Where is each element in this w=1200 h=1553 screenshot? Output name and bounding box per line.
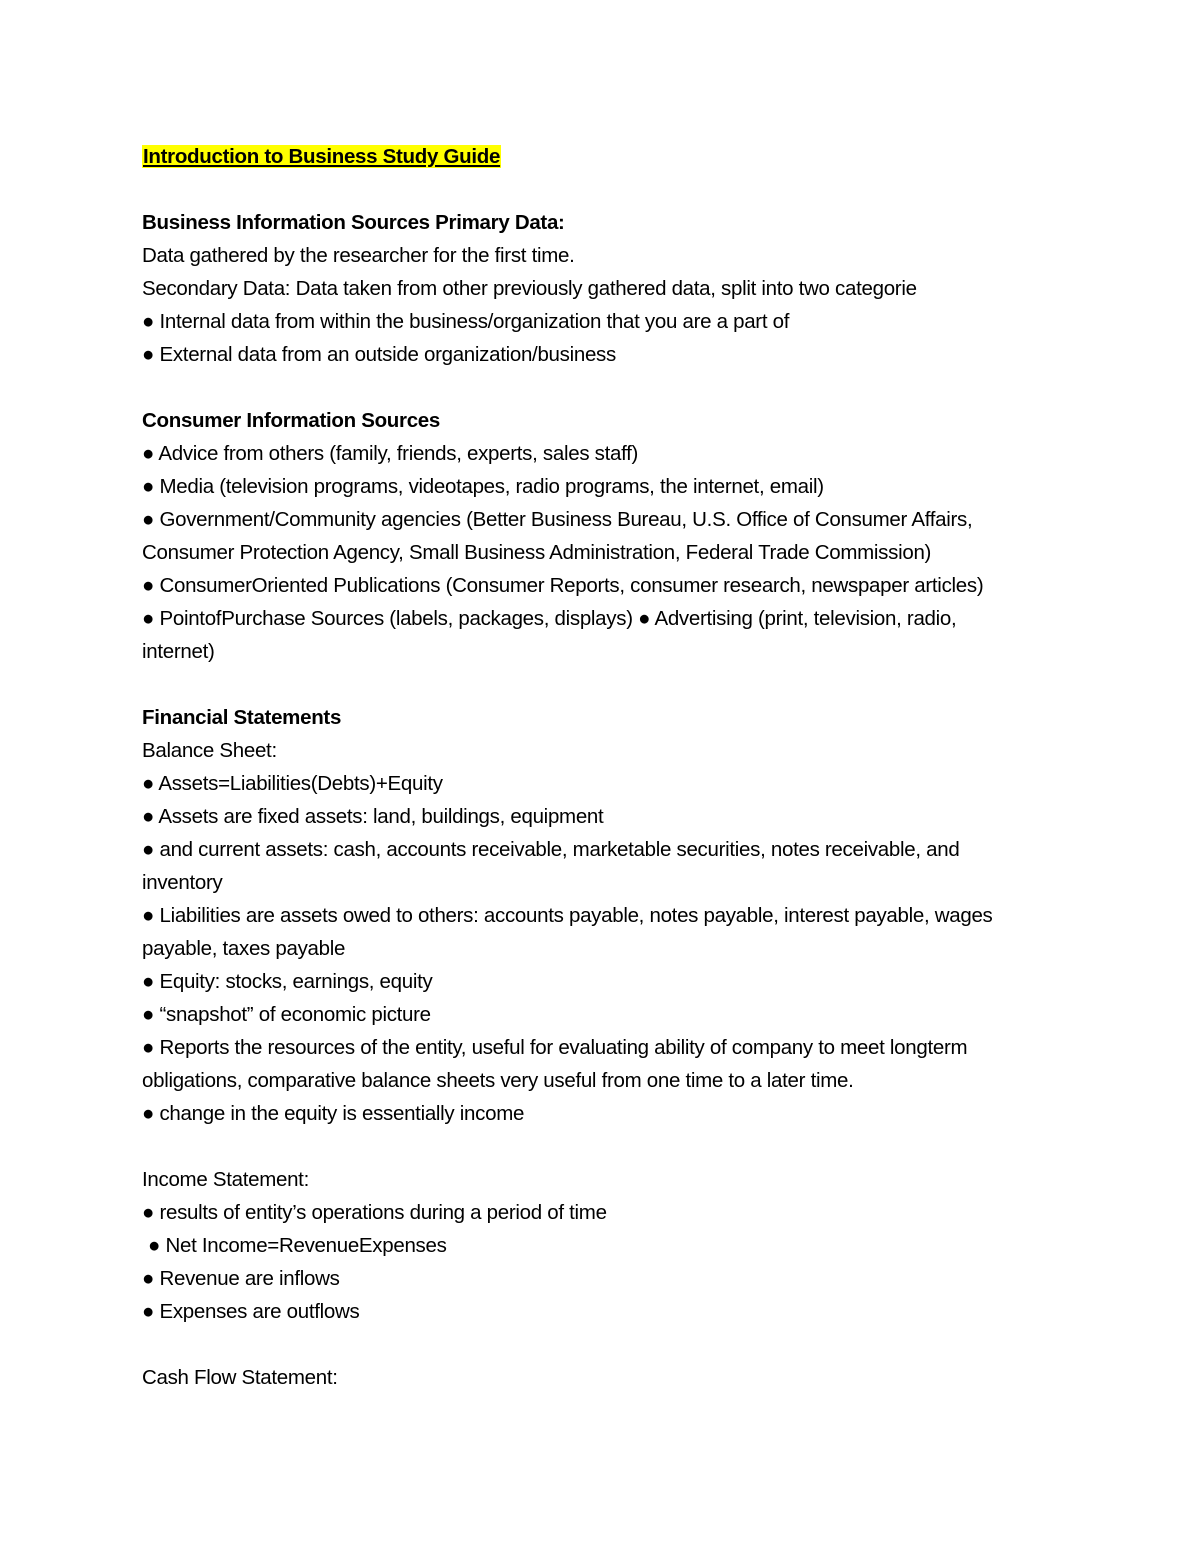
bullet-continuation: obligations, comparative balance sheets very useful from one time to a later time. — [142, 1069, 854, 1092]
title-line — [142, 140, 1082, 173]
section-heading-financial-statements: Financial Statements — [142, 706, 342, 729]
bullet-item: ● Media (television programs, videotapes, radio programs, the internet, email) — [142, 475, 824, 498]
bullet-item: ● Expenses are outflows — [142, 1300, 360, 1323]
subheading-cash-flow-statement: Cash Flow Statement: — [142, 1366, 338, 1389]
bullet-item: ● results of entity’s operations during a period of time — [142, 1201, 607, 1224]
bullet-item: ● Internal data from within the business/organization that you are a part of — [142, 310, 790, 333]
spacer — [142, 1328, 1082, 1361]
bullet-item: ● Reports the resources of the entity, useful for evaluating ability of company to meet longterm — [142, 1036, 968, 1059]
section-heading-business-info: Business Information Sources Primary Data: — [142, 211, 565, 234]
bullet-item: ● “snapshot” of economic picture — [142, 1003, 431, 1026]
bullet-item: ● Advice from others (family, friends, experts, sales staff) — [142, 442, 639, 465]
bullet-item: ● Net Income=RevenueExpenses — [148, 1234, 447, 1257]
bullet-item: ● ConsumerOriented Publications (Consumer Reports, consumer research, newspaper articles) — [142, 574, 984, 597]
bullet-item: ● Revenue are inflows — [142, 1267, 340, 1290]
spacer — [142, 1130, 1082, 1163]
bullet-item: ● and current assets: cash, accounts receivable, marketable securities, notes receivable, and — [142, 838, 960, 861]
spacer — [142, 173, 1082, 206]
subheading-income-statement: Income Statement: — [142, 1168, 309, 1191]
subheading-balance-sheet: Balance Sheet: — [142, 739, 277, 762]
bullet-item: ● change in the equity is essentially income — [142, 1102, 525, 1125]
paragraph-line: Secondary Data: Data taken from other previously gathered data, split into two categorie — [142, 277, 917, 300]
bullet-item: ● Assets=Liabilities(Debts)+Equity — [142, 772, 443, 795]
spacer — [142, 668, 1082, 701]
bullet-item: ● External data from an outside organization/business — [142, 343, 616, 366]
section-heading-consumer-info: Consumer Information Sources — [142, 409, 441, 432]
bullet-item: ● Government/Community agencies (Better Business Bureau, U.S. Office of Consumer Affairs, — [142, 508, 973, 531]
bullet-continuation: Consumer Protection Agency, Small Business Administration, Federal Trade Commission) — [142, 541, 932, 564]
bullet-continuation: inventory — [142, 871, 223, 894]
paragraph-line: Data gathered by the researcher for the first time. — [142, 244, 575, 267]
bullet-continuation: internet) — [142, 640, 215, 663]
document-page — [142, 140, 1082, 1394]
bullet-item: ● Liabilities are assets owed to others: accounts payable, notes payable, interest payable, wages — [142, 904, 993, 927]
bullet-item: ● Equity: stocks, earnings, equity — [142, 970, 433, 993]
bullet-item: ● PointofPurchase Sources (labels, packages, displays) ● Advertising (print, television, radio, — [142, 607, 957, 630]
spacer — [142, 371, 1082, 404]
bullet-item: ● Assets are fixed assets: land, buildings, equipment — [142, 805, 604, 828]
bullet-continuation: payable, taxes payable — [142, 937, 346, 960]
document-title: Introduction to Business Study Guide — [143, 145, 501, 168]
